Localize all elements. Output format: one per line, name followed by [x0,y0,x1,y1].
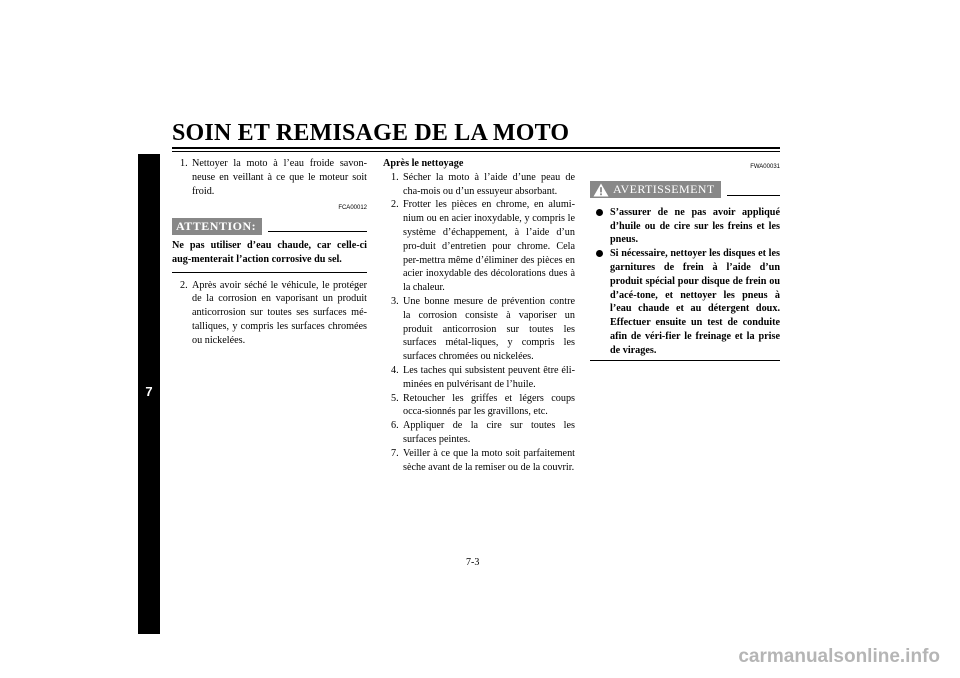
step-number: 2. [391,199,399,211]
bullet-dot-icon [596,209,603,216]
step-item [383,198,575,295]
section-heading: Après le nettoyage [383,158,464,169]
step-item [383,171,575,199]
warning-code: FWA00031 [750,164,780,170]
step-number: 4. [391,364,399,376]
step-item [383,447,575,475]
column-middle [383,157,575,474]
warning-rule [590,360,780,361]
step-text: Frotter les pièces en chrome, en alumi-nium ou en acier inoxydable, y compris le système d’échappement, à l’aide d’un pro-duit d’entretien pour chrome. Cela per-mettra même d’éliminer des pièces en acier inoxydable des décolorations dues à la chaleur. [403,199,575,294]
step-text: Une bonne mesure de prévention contre la corrosion consiste à vaporiser un produit anticorrosion sur toutes les surfaces métal-liques, y compris les surfaces chromées ou nickelées. [403,295,575,363]
attention-label: ATTENTION: [172,218,262,235]
step-text: Veiller à ce que la moto soit parfaitement sèche avant de la remiser ou de la couvrir. [403,447,575,473]
warning-header-line [727,195,780,196]
warning-header [590,181,780,198]
attention-header-line [268,231,367,232]
attention-header [172,218,367,235]
column-right [590,157,780,361]
warning-bullet-text: Si nécessaire, nettoyer les disques et les garnitures de frein à l’aide d’un produit spécial pour disque de frein ou d’acé-tone, et nettoyer les pneus à l’eau chaude et au détergent doux. Effectuer ensuite un test de conduite afin de véri-fier le freinage et la prise de virages. [610,248,780,356]
step-item [383,295,575,364]
warning-bullet-text: S’assurer de ne pas avoir appliqué d’huile ou de cire sur les freins et les pneus. [610,206,780,246]
step-item [383,419,575,447]
step-text: Après avoir séché le véhicule, le protéger de la corrosion en vaporisant un produit anticorrosion sur toutes ses surfaces mé-talliques, y compris les surfaces chromées ou nickelées. [192,279,367,346]
warning-badge [590,181,721,198]
attention-text: Ne pas utiliser d’eau chaude, car celle-ci aug-menterait l’action corrosive du sel. [172,239,367,265]
bullet-dot-icon [596,250,603,257]
step-number: 3. [391,295,399,307]
page-number: 7-3 [466,557,480,568]
step-item [383,392,575,420]
step-number: 1. [180,158,188,169]
step-text: Sécher la moto à l’aide d’une peau de cha-mois ou d’un essuyeur absorbant. [403,171,575,197]
step-number: 5. [391,392,399,404]
step-text: Appliquer de la cire sur toutes les surfaces peintes. [403,420,575,445]
step-number: 6. [391,420,399,432]
attention-rule [172,272,367,273]
step-text: Retoucher les griffes et légers coups occa-sionnés par les gravillons, etc. [403,392,575,418]
warning-bullet [590,206,780,247]
chapter-tab-number: 7 [145,384,153,399]
step-number: 2. [180,279,188,291]
step-item [383,364,575,392]
step-item [172,157,367,198]
page-title: SOIN ET REMISAGE DE LA MOTO [172,120,570,146]
step-item [172,279,367,348]
warning-bullet [590,247,780,357]
step-number: 7. [391,447,399,459]
step-number: 1. [391,171,399,183]
warning-label: AVERTISSEMENT [613,181,715,196]
step-text: Les taches qui subsistent peuvent être éli-minées en pulvérisant de l’huile. [403,364,575,390]
watermark: carmanualsonline.info [738,646,940,667]
warning-triangle-icon [593,183,609,197]
attention-code: FCA00012 [338,205,367,212]
title-rule [172,147,780,149]
title-rule-thin [172,151,780,152]
step-text: Nettoyer la moto à l’eau froide savon-neuse en veillant à ce que le moteur soit froid. [192,158,367,197]
column-left [172,157,367,348]
